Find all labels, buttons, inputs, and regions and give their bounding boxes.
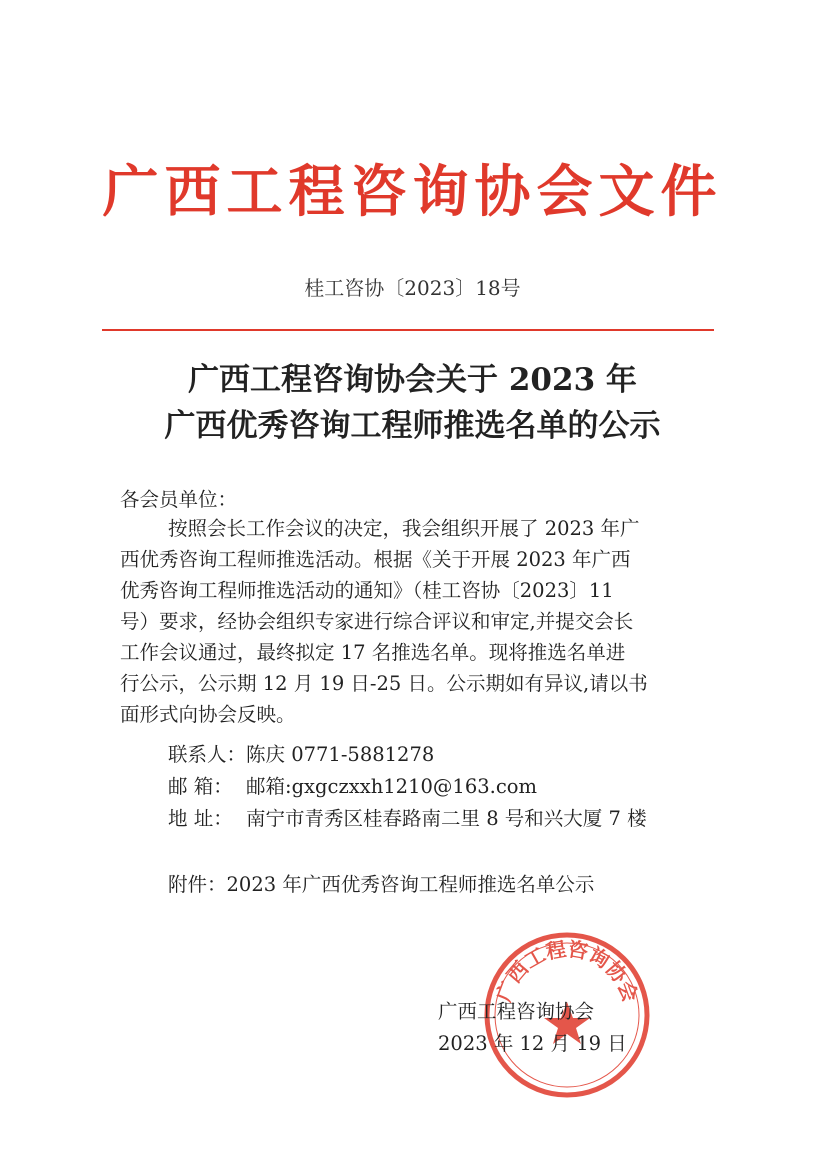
notice-paragraph — [120, 513, 710, 730]
notice-title-line-1: 广西工程咨询协会关于 2023 年 — [188, 362, 637, 398]
address-label: 地 址： — [168, 807, 233, 830]
document-header-title: 广西工程咨询协会文件 — [102, 159, 723, 225]
notice-title-line-2: 广西优秀咨询工程师推选名单的公示 — [164, 408, 661, 444]
contact-person-value: 陈庆 0771-5881278 — [246, 743, 435, 766]
seal-text: 广西工程咨询协会 — [491, 936, 643, 1005]
document-number: 桂工咨协〔2023〕18号 — [304, 276, 521, 300]
contact-person-label: 联系人： — [168, 743, 247, 766]
email-value: 邮箱:gxgczxxh1210@163.com — [246, 775, 537, 798]
paragraph-line: 面形式向协会反映。 — [120, 703, 296, 726]
address-value: 南宁市青秀区桂春路南二里 8 号和兴大厦 7 楼 — [246, 807, 647, 830]
header-divider — [102, 329, 714, 331]
email-row — [168, 771, 537, 799]
email-label: 邮 箱： — [168, 775, 233, 798]
paragraph-line: 按照会长工作会议的决定，我会组织开展了 2023 年广 — [168, 517, 640, 540]
address-row — [168, 803, 647, 831]
paragraph-line: 号）要求，经协会组织专家进行综合评议和审定,并提交会长 — [120, 610, 634, 633]
signature-organization: 广西工程咨询协会 — [438, 1000, 595, 1023]
paragraph-line: 西优秀咨询工程师推选活动。根据《关于开展 2023 年广西 — [120, 548, 631, 571]
paragraph-line: 工作会议通过，最终拟定 17 名推选名单。现将推选名单进 — [120, 641, 626, 664]
paragraph-line: 优秀咨询工程师推选活动的通知》（桂工咨协〔2023〕11 — [120, 579, 614, 602]
salutation: 各会员单位： — [120, 488, 238, 511]
attachment-note: 附件：2023 年广西优秀咨询工程师推选名单公示 — [168, 873, 595, 896]
signature-date: 2023 年 12 月 19 日 — [438, 1032, 627, 1055]
paragraph-line: 行公示，公示期 12 月 19 日-25 日。公示期如有异议,请以书 — [120, 672, 648, 695]
contact-person-row — [168, 739, 434, 767]
